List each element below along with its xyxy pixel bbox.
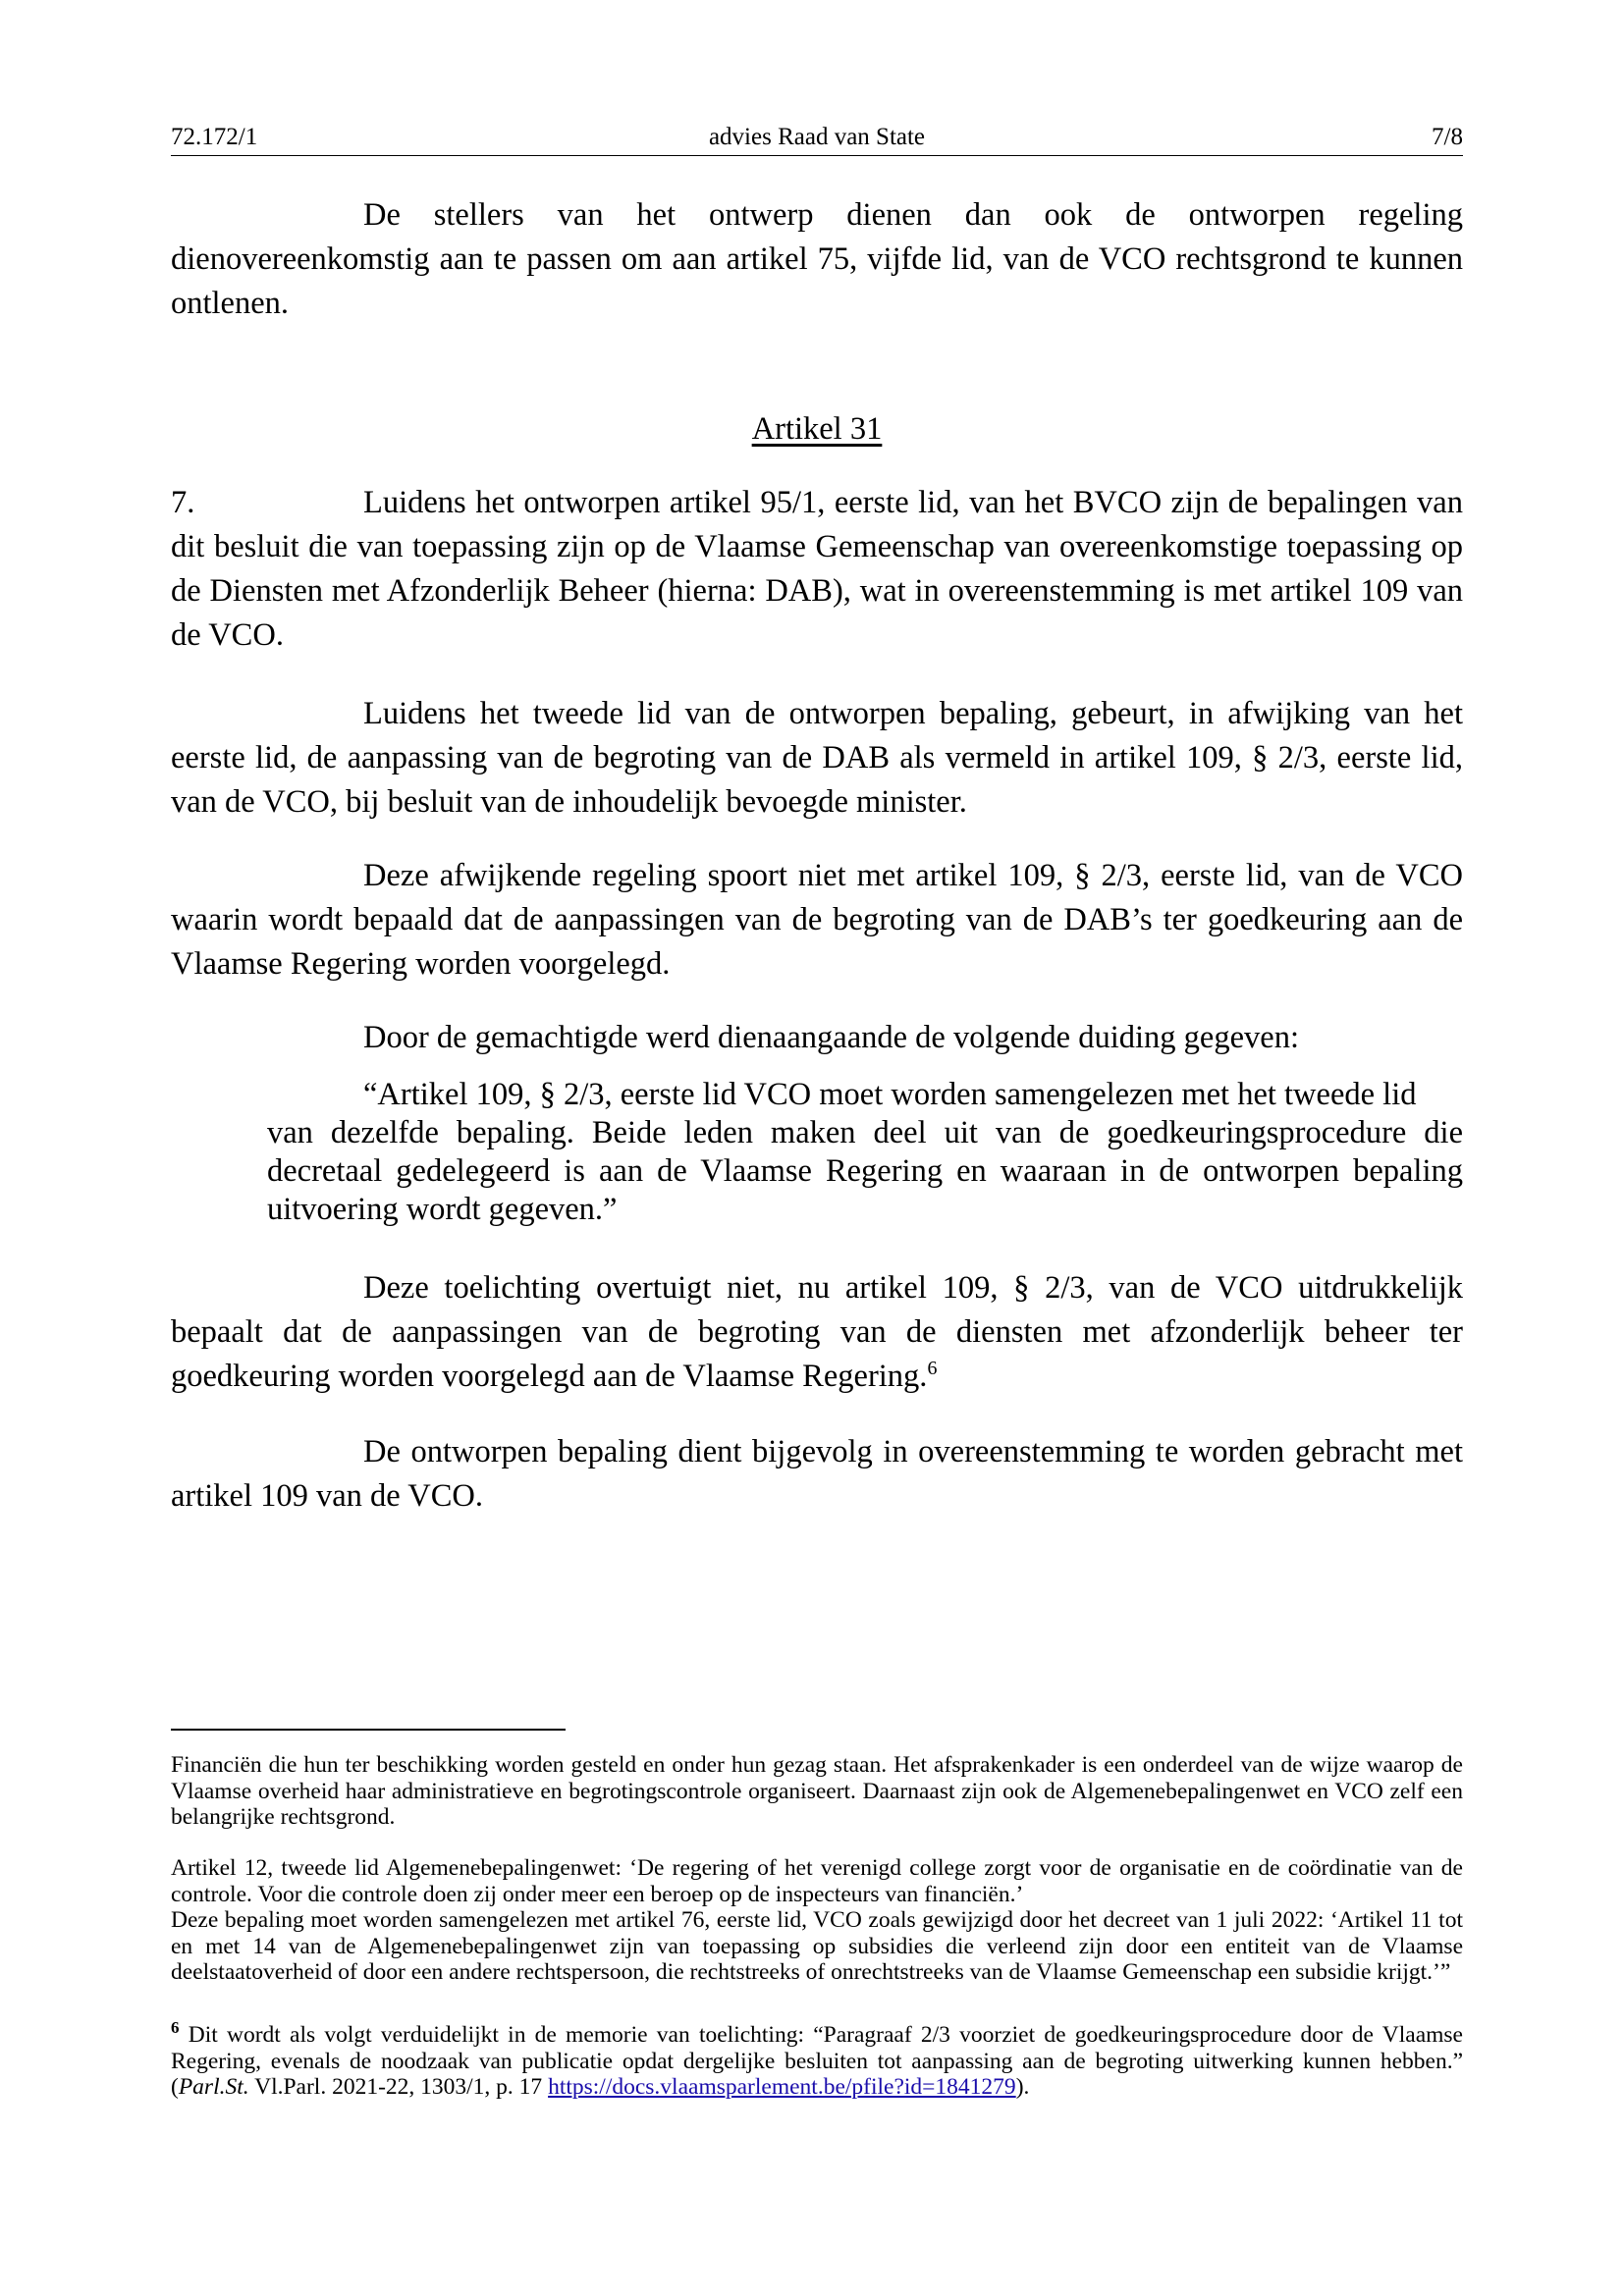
footnote-6-number: 6 bbox=[171, 2018, 180, 2038]
footnote-6: $^6$ Dit wordt als volgt verduidelijkt in de memorie van toelichting: “Paragraaf 2/3 voorziet de goedkeuringsprocedure door de Vlaamse Regering, evenals de noodzaak van publicatie opdat dergelijke besluiten tot aanpassing aan de begroting uitwerking kunnen hebben.” (Parl.St. Vl.Parl. 2021-22, 1303/1, p. 17 https://docs.vlaamsparlement.be/pfile?id=1841279). bbox=[171, 2018, 1463, 2100]
footnote-6-citation: Vl.Parl. 2021-22, 1303/1, p. 17 bbox=[254, 2074, 543, 2100]
footnote-6-text: Dit wordt als volgt verduidelijkt in de memorie van toelichting: “Paragraaf 2/3 voorziet de goedkeuringsprocedure door de Vlaamse Regering, evenals de noodzaak van publicatie opdat dergelijke besluiten tot aanpassing aan de begroting uitwerking kunnen hebben.” bbox=[171, 2022, 1463, 2074]
footnote-6-citation-italic: Parl.St. bbox=[178, 2074, 249, 2100]
paragraph-intro: De stellers van het ontwerp dienen dan ook de ontworpen regeling dienovereenkomstig aan te passen om aan artikel 75, vijfde lid, van de VCO rechtsgrond te kunnen ontlenen. bbox=[171, 197, 1463, 321]
quotation-rest: van dezelfde bepaling. Beide leden maken deel uit van de goedkeuringsprocedure die decretaal gedelegeerd is aan de Vlaamse Regering en waaraan in de ontworpen bepaling uitvoering wordt gegeven.” bbox=[267, 1115, 1463, 1227]
page-header bbox=[171, 124, 1463, 156]
paragraph-3: Deze afwijkende regeling spoort niet met artikel 109, § 2/3, eerste lid, van de VCO waarin wordt bepaald dat de aanpassingen van de begroting van de DAB’s ter goedkeuring aan de Vlaamse Regering worden voorgelegd. bbox=[171, 858, 1463, 982]
footnote-6-end: ). bbox=[1015, 2074, 1030, 2100]
paragraph-5 bbox=[171, 1266, 1463, 1399]
document-number: 72.172/1 bbox=[171, 124, 258, 150]
footnote-continuation-3: Deze bepaling moet worden samengelezen met artikel 76, eerste lid, VCO zoals gewijzigd door het decreet van 1 juli 2022: ‘Artikel 11 tot en met 14 van de Algemenebepalingenwet zijn van toepassing op subsidies die verleend zijn door een entiteit van de Vlaamse deelstaatoverheid of door een andere rechtspersoon, die rechtstreeks of onrechtstreeks van de Vlaamse Gemeenschap een subsidie krijgt.’” bbox=[171, 1907, 1463, 1985]
paragraph-6: De ontworpen bepaling dient bijgevolg in overeenstemming te worden gebracht met artikel 109 van de VCO. bbox=[171, 1434, 1463, 1514]
point-number: 7. bbox=[171, 485, 195, 520]
quotation bbox=[267, 1076, 1463, 1229]
paragraph-point-7: Luidens het ontworpen artikel 95/1, eerste lid, van het BVCO zijn de bepalingen van dit besluit die van toepassing zijn op de Vlaamse Gemeenschap van overeenkomstige toepassing op de Diensten met Afzonderlijk Beheer (hierna: DAB), wat in overeenstemming is met artikel 109 van de VCO. bbox=[171, 485, 1463, 653]
footnote-6-link[interactable]: https://docs.vlaamsparlement.be/pfile?id=1841279 bbox=[548, 2074, 1016, 2100]
footnote-continuation-1: Financiën die hun ter beschikking worden gesteld en onder hun gezag staan. Het afsprakenkader is een onderdeel van de wijze waarop de Vlaamse overheid haar administratieve en begrotingscontrole organiseert. Daarnaast zijn ook de Algemenebepalingenwet en VCO zelf een belangrijke rechtsgrond. bbox=[171, 1752, 1463, 1830]
quotation-first-line: “Artikel 109, § 2/3, eerste lid VCO moet worden samengelezen met het tweede lid bbox=[363, 1077, 1417, 1112]
page-number: 7/8 bbox=[1432, 124, 1463, 150]
section-heading bbox=[171, 407, 1463, 452]
paragraph-5-text: Deze toelichting overtuigt niet, nu artikel 109, § 2/3, van de VCO uitdrukkelijk bepaalt dat de aanpassingen van de begroting van de diensten met afzonderlijk beheer ter goedkeuring worden voorgelegd aan de Vlaamse Regering. bbox=[171, 1270, 1463, 1394]
paragraph-2: Luidens het tweede lid van de ontworpen bepaling, gebeurt, in afwijking van het eerste lid, de aanpassing van de begroting van de DAB als vermeld in artikel 109, § 2/3, eerste lid, van de VCO, bij besluit van de inhoudelijk bevoegde minister. bbox=[171, 696, 1463, 820]
section-heading-text: Artikel 31 bbox=[751, 411, 883, 447]
paragraph-4: Door de gemachtigde werd dienaangaande de volgende duiding gegeven: bbox=[363, 1020, 1299, 1055]
document-title: advies Raad van State bbox=[708, 124, 926, 150]
footnote-separator bbox=[171, 1729, 566, 1731]
footnote-continuation-2: Artikel 12, tweede lid Algemenebepalingenwet: ‘De regering of het verenigd college zorgt voor de organisatie en de coördinatie van de controle. Voor die controle doen zij onder meer een beroep op de inspecteurs van financiën.’ bbox=[171, 1855, 1463, 1907]
footnote-ref-6[interactable]: 6 bbox=[927, 1358, 938, 1380]
